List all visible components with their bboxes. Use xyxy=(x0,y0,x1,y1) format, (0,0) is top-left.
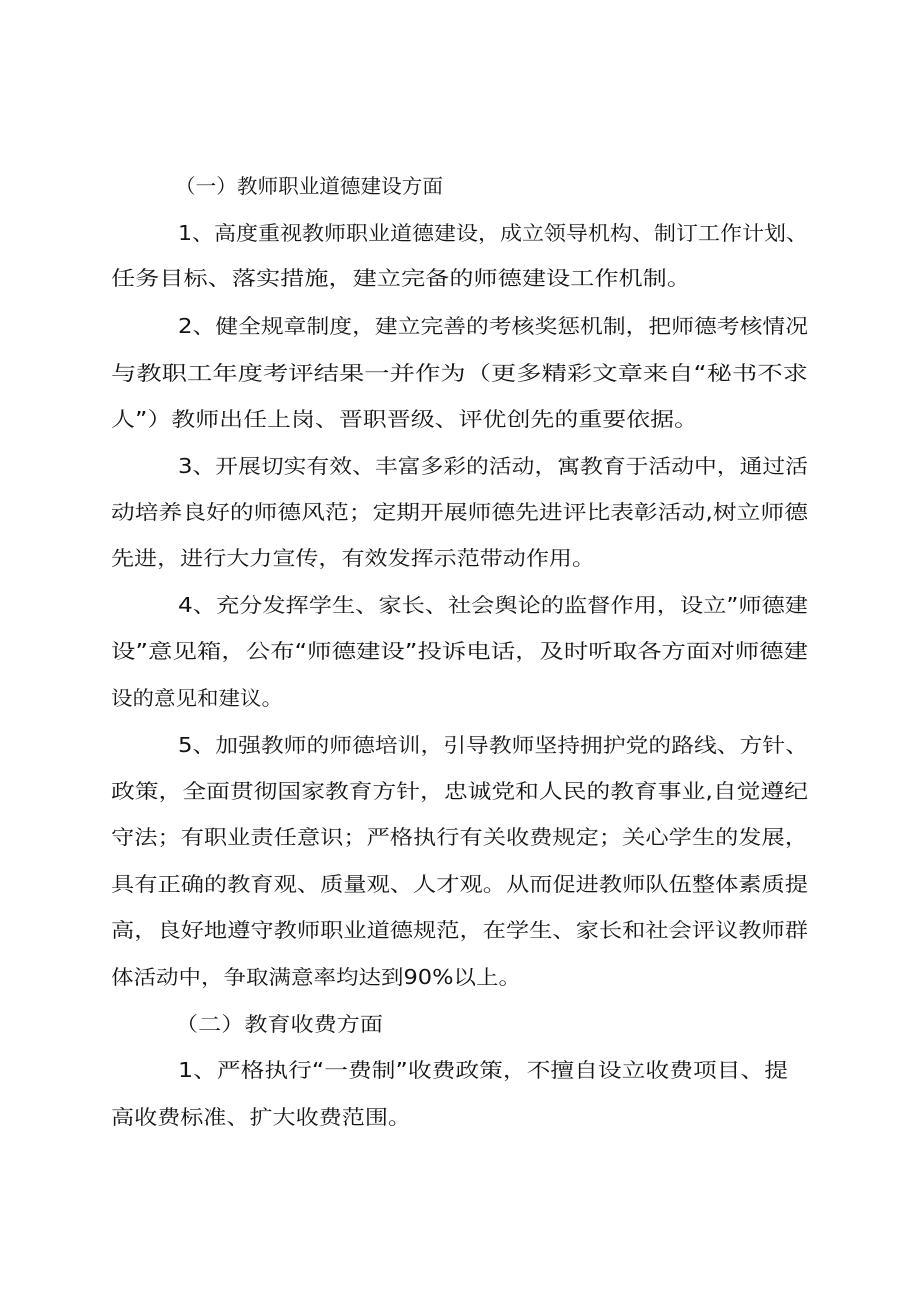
text-line: 2、健全规章制度，建立完善的考核奖惩机制，把师德考核情况 xyxy=(178,314,808,338)
text-line: 先进，进行大力宣传，有效发挥示范带动作用。 xyxy=(111,546,595,570)
text-line: 1、高度重视教师职业道德建设，成立领导机构、制订工作计划、 xyxy=(178,221,808,245)
text-line: 政策，全面贯彻国家教育方针，忠诚党和人民的教育事业,自觉遵纪 xyxy=(111,779,808,803)
text-line: （二）教育收费方面 xyxy=(175,1012,383,1036)
text-line: 守法；有职业责任意识；严格执行有关收费规定；关心学生的发展， xyxy=(111,825,808,849)
text-line: 3、开展切实有效、丰富多彩的活动，寓教育于活动中，通过活 xyxy=(178,454,808,478)
text-line: 5、加强教师的师德培训，引导教师坚持拥护党的路线、方针、 xyxy=(178,733,808,757)
text-line: 具有正确的教育观、质量观、人才观。从而促进教师队伍整体素质提 xyxy=(111,872,808,896)
text-line: 设的意见和建议。 xyxy=(111,686,283,710)
text-line: 高，良好地遵守教师职业道德规范，在学生、家长和社会评议教师群 xyxy=(111,918,808,942)
text-line: 体活动中，争取满意率均达到90%以上。 xyxy=(111,965,521,989)
text-line: 1、严格执行“一费制”收费政策，不擅自设立收费项目、提 xyxy=(178,1058,788,1082)
text-line: 任务目标、落实措施，建立完备的师德建设工作机制。 xyxy=(111,266,691,290)
text-line: 高收费标准、扩大收费范围。 xyxy=(111,1105,411,1129)
text-line: 4、充分发挥学生、家长、社会舆论的监督作用，设立”师德建 xyxy=(178,593,808,617)
text-line: 与教职工年度考评结果一并作为（更多精彩文章来自“秘书不求 xyxy=(111,361,808,385)
text-line: （一）教师职业道德建设方面 xyxy=(175,174,443,198)
text-line: 人”）教师出任上岗、晋职晋级、评优创先的重要依据。 xyxy=(111,407,698,431)
text-line: 动培养良好的师德风范；定期开展师德先进评比表彰活动,树立师德 xyxy=(111,500,808,524)
text-line: 设”意见箱，公布“师德建设”投诉电话，及时听取各方面对师德建 xyxy=(111,639,808,663)
